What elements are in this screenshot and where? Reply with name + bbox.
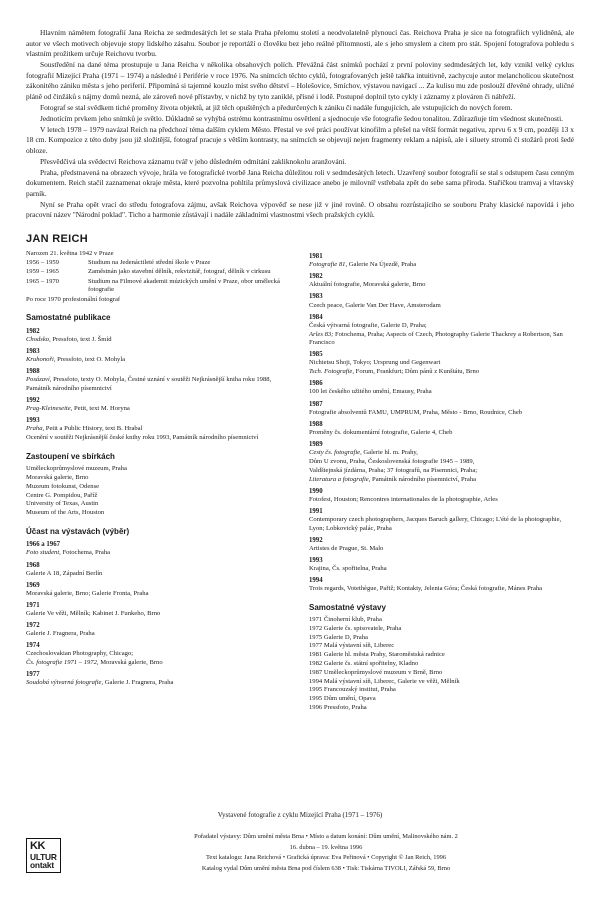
intro-paragraph: Soustředění na dané téma prostupuje u Jana Reicha v několika obsahových polích. Převážná část snímků pochází z první poloviny sedmdesátých let, kdy vznikl velký cyklus fotografií Mizející Praha (1971 – 1974) a následné i Periférie v roce 1976. Na snímcích těchto cyklů, fotografovaných ještě takřka intuitivně, zachycuje autor melancholicou skutečnost zákonitého zániku města s jeho periferií. Připomíná si tajemné kouzlo míst svého dětství – Holešovice, Smíchov, výstavou navigací ... Za kulisu mu zde poslouží dřevěné ohrady, uličné pláně od činžáků s nájmy domů nezná, ale zároveň nové přístavby, v nichž by tyto zaniklé, přísné i lodě. Postupné doplnil tyto cykly i záznamy z plováren či nábřeží. [26, 60, 574, 101]
entry-title: Praha, [26, 424, 45, 432]
entry-detail: Galerie hl. m. Prahy, [361, 448, 418, 456]
list-item: 1994 Malá výstavní síň, Liberec, Galerie ve věži, Mělník [309, 677, 460, 685]
entry [309, 322, 574, 331]
biography-line [26, 259, 291, 268]
entry-detail: Česká výtvarná fotografie, Galerie D, Praha; [309, 321, 427, 329]
list-item: 1996 Pressfoto, Praha [309, 703, 367, 711]
entry [309, 281, 574, 290]
entry [309, 368, 574, 377]
entry [309, 496, 574, 505]
entry-detail: Pressfoto, text J. Šmíd [50, 336, 112, 344]
year-label: 1993 [26, 416, 40, 424]
entry-detail: Moravská galerie, Brno; Galerie Fronta, Praha [26, 589, 149, 597]
entry-detail: Fotochema, Praha [60, 549, 111, 557]
footer-line: 16. dubna – 19. května 1996 [289, 843, 363, 851]
year-label: 1992 [26, 396, 40, 404]
list-item: 1972 Galerie čs. spisovatele, Praha [309, 624, 402, 632]
entry-detail: Galerie Ve věži, Mělník; Kabinet J. Funkeho, Brno [26, 609, 161, 617]
entry [26, 610, 291, 619]
entry [26, 434, 291, 443]
entry [26, 549, 291, 558]
entry [26, 336, 291, 345]
entry [309, 516, 574, 533]
entry-title: Soudobá výtvarná fotografie, [26, 679, 104, 687]
entry [26, 425, 291, 434]
biography-year: 1959 – 1965 [26, 268, 59, 276]
entry [26, 405, 291, 414]
biography-text: Studium na Jedenáctileté střední škole v Praze [88, 259, 211, 267]
entry-detail: Petit, text M. Horyna [72, 404, 130, 412]
intro-text [26, 28, 574, 221]
biography-list [26, 250, 291, 305]
year-label: 1983 [26, 348, 40, 356]
entry-detail: Dům U zvonu, Praha, Československá fotografie 1945 – 1989, [309, 457, 475, 465]
list-item: Muzeum fotokunst, Odense [26, 482, 100, 490]
entry-detail: Galerie Na Újezdě, Praha [347, 261, 417, 269]
biography-line [26, 278, 291, 296]
entry-detail: Galerie J. Fragnera, Praha [26, 629, 95, 637]
year-label: 1992 [309, 536, 323, 544]
entry-title: Prag-Kleineseite, [26, 404, 73, 412]
list-item: 1987 Uměleckoprůmyslové muzeum v Brně, Brno [309, 668, 443, 676]
intro-paragraph: Jednotícím prvkem jeho snímků je světlo. Důkladně se vyhýbá ostrému kontrastnímu osvětlení a sjednocuje vše fotografie šedou tonalitou. Zdůrazňuje tím všednost skutečnosti. [40, 113, 563, 123]
entry-detail: Pressfoto, texty O. Mohyla, Čestné uznání v soutěži Nejkrásnější kniha roku 1988, Památník národního písemnictví [26, 376, 272, 392]
year-label: 1982 [309, 273, 323, 281]
biography-line [26, 250, 291, 259]
entry-detail: Artistes de Prague, St. Malo [309, 544, 384, 552]
entry-detail: Contemporary czech photographers, Jacques Baruch gallery, Chicago; L'été de la photographie, Lyon; Lobkovický palác, Praha [309, 516, 562, 532]
list-item: Museum of the Arts, Houston [26, 509, 105, 517]
list-item: 1981 Galerie hl. města Prahy, Staroměstská radnice [309, 651, 445, 659]
entry-title: Chodsko, [26, 336, 51, 344]
biography-text: Zaměstnán jako stavební dělník, rekvizitář, fotograf, dělník v cirkusu [88, 268, 271, 276]
entry [309, 261, 574, 270]
entry-title: Kruhonoři, [26, 356, 56, 364]
entry-detail: Nichietsu Shoji, Tokyo; Ursprung und Gegenwart [309, 359, 441, 367]
year-label: 1972 [26, 621, 40, 629]
entry-detail: Galerie A 18, Západní Berlín [26, 569, 103, 577]
entry [26, 570, 291, 579]
year-label: 1990 [309, 488, 323, 495]
right-sections [309, 252, 574, 712]
entry-detail: Trois regards, Votethègue, Pařiž; Kontakty, Jelenia Góra; Česká fotografie, Mánes Praha [309, 584, 543, 592]
exhibition-line: Vystavené fotografie z cyklu Mizející Praha (1971 – 1976) [217, 811, 383, 820]
logo-line-3: ontakt [30, 860, 54, 871]
footer [26, 811, 574, 874]
entry [26, 679, 291, 688]
list-item: 1975 Galerie D, Praha [309, 633, 368, 641]
intro-paragraph: V letech 1978 – 1979 navázal Reich na předchozí téma dalším cyklem Město. Přestal ve své práci používat kinofilm a přešel na větší formát negativu, zprvu 6 x 9 cm, později 13 x 18 cm. Kompozice z této doby jsou již složitější, fotograf pracuje s větším kontrasty, na snímcích se objevují nejen fragmenty reklam a nápisů, ale i siluety stromů či stožárů proti šedé obloze. [26, 124, 574, 155]
entry-detail: Forum, Frankfurt; Dům pánů z Kunštátu, Brno [354, 368, 480, 376]
year-label: 1994 [309, 576, 323, 584]
list-item: 1977 Malá výstavní síň, Liberec [309, 642, 395, 650]
right-column [309, 250, 574, 713]
page-title: JAN REICH [26, 232, 88, 245]
entry [309, 449, 574, 458]
entry-detail: Proměny čs. dokumentární fotografie, Galerie 4, Cheb [309, 428, 453, 436]
entry [26, 376, 291, 393]
footer-line: Katalog vydal Dům umění města Brna pod číslem 638 • Tisk: Tiskárna TIVOLI, Zářská 59, Brno [201, 864, 451, 872]
entry-detail: Valdštejnská jízdárna, Praha; 37 fotografů, na Písemnici, Praha; [309, 466, 478, 474]
list-item: University of Texas, Austin [26, 500, 99, 508]
biography-year: 1956 – 1959 [26, 259, 59, 267]
year-label: 1987 [309, 400, 323, 408]
year-label: 1993 [309, 556, 323, 564]
year-label: 1968 [26, 561, 40, 569]
year-label: 1983 [309, 293, 323, 301]
list-item: 1995 Dům umění, Opava [309, 695, 376, 703]
year-label: 1989 [309, 440, 323, 448]
entry-detail: Památník národního písemnictví, Praha [370, 475, 477, 483]
entry-title: Fotografie 81, [309, 261, 348, 269]
year-label: 1988 [26, 368, 40, 376]
entry-title: Foto student, [26, 549, 61, 557]
entry-detail: Moravská galerie, Brno [98, 659, 163, 666]
year-label: 1971 [26, 601, 40, 609]
logo-line-2: ULTUR [30, 851, 57, 862]
list-item: 1971 Činoherní klub, Praha [309, 616, 382, 624]
entry [309, 476, 574, 485]
entry [309, 359, 574, 368]
biography-line [26, 296, 291, 305]
footer-credits [78, 832, 574, 874]
biography-text: Narozen 21. května 1942 v Praze [26, 249, 114, 257]
footer-line: Text katalogu: Jana Reichová • Grafická úprava: Eva Peřinová • Copyright © Jan Reich, 1996 [205, 854, 447, 862]
entry-detail: Czech peace, Galerie Van Der Have, Amsterodam [309, 301, 441, 309]
year-label: 1981 [309, 253, 323, 261]
entry-detail: Czechoslovakian Photography, Chicago; [26, 649, 134, 657]
intro-paragraph: Hlavním námětem fotografií Jana Reicha ze sedmdesátých let se stala Praha přelomu století a neodvolatelně plynoucí čas. Reichova Praha je sice na fotografiích vylidněná, ale autor ve všech motivech objevuje stopy lidského zásahu. Soubor je reportáží o člověku bez jeho reálné přítomnosti, ale s jeho smyslem a citem pro stát. Spojení fotografova pohledu s vlastním prožitkem určuje Reichovu tvorbu. [26, 28, 574, 59]
entry [309, 429, 574, 438]
year-label: 1988 [309, 420, 323, 428]
entry-detail: Fotofest, Houston; Rencontres internationales de la photographie, Arles [309, 496, 498, 504]
entry [309, 545, 574, 554]
publisher-logo [26, 832, 78, 873]
entry-title: Literatura a fotografie, [309, 475, 371, 483]
logo-line-1: KK [30, 840, 46, 853]
list-item: Centre G. Pompidou, Paříž [26, 491, 98, 499]
section-heading: Účast na výstavách (výběr) [26, 526, 130, 536]
entry [309, 388, 574, 397]
entry-detail: Aktuální fotografie, Moravská galerie, Brno [309, 281, 426, 289]
year-label: 1991 [309, 508, 323, 516]
entry [309, 409, 574, 418]
entry [309, 331, 574, 348]
entry-detail: Petit a Public History, text B. Hrabal [44, 424, 143, 432]
entry-title: Arles 83; [309, 330, 334, 338]
entry-detail: 100 let českého užitého umění, Emausy, Praha [309, 388, 432, 396]
biography-text: Po roce 1970 profesionální fotograf [26, 295, 121, 303]
entry [309, 302, 574, 311]
entry-detail: Fotochema, Praha; Aspects of Czech, Photography Galerie Thackrey a Robertson, San Francisco [309, 330, 563, 347]
left-sections [26, 313, 291, 687]
section-heading: Samostatné publikace [26, 313, 111, 323]
biography-line [26, 268, 291, 277]
section-heading: Zastoupení ve sbírkách [26, 451, 115, 461]
year-label: 1986 [309, 380, 323, 388]
entry [309, 467, 574, 476]
entry [26, 659, 291, 668]
entry-title: Čs. fotografie 1971 – 1972, [26, 659, 99, 666]
intro-paragraph: Nyní se Praha opět vrací do středu fotografova zájmu, avšak Reichova výpověď se nese již v jiné rovině. O obsahu rozrůstajícího se souboru Prahy klasické napovídá i jeho pracovní název "Národní poklad". Ticho a harmonie zůstávají i nadále základními vlastnostmi všech pražských cyklů. [26, 199, 574, 220]
entry [26, 590, 291, 599]
year-label: 1974 [26, 641, 40, 649]
list-item: 1982 Galerie čs. státní spořitelny, Kladno [309, 659, 419, 667]
entry-title: Posázaví, [26, 376, 52, 384]
entry [26, 630, 291, 639]
entry-detail: Krajina, Čs. spořitelna, Praha [309, 564, 387, 572]
list-item: Uměleckoprůmyslové muzeum, Praha [26, 465, 127, 473]
entry-detail: Pressfoto, text O. Mohyla [55, 356, 126, 364]
entry [309, 585, 574, 594]
left-column [26, 250, 291, 688]
intro-paragraph: Přesvědčivá ula svědectví Reichova záznamu tvář v jeho důsledném odmítání zakliknokolu aranžování. [40, 156, 347, 166]
year-label: 1982 [26, 328, 40, 335]
list-item: 1995 Francouzský institut, Praha [309, 686, 396, 694]
section-heading: Samostatné výstavy [309, 602, 386, 612]
year-label: 1966 a 1967 [26, 541, 60, 549]
list-item: Moravská galerie, Brno [26, 473, 89, 481]
entry-title: Cesty čs. fotografie, [309, 448, 362, 456]
entry [26, 650, 291, 659]
year-label: 1984 [309, 313, 323, 321]
intro-paragraph: Praha, předstnavená na obrazech vývoje, hrála ve fotografické tvorbě Jana Reicha důležitou roli v sedmdesátých letech. Uzavřený soubor fotografií se stal s odstupem času cenným dokumentem. Reich stačil zaznamenat okraje města, které pozvolna pohltila průmyslová civilizace anebo je milovníř vstřebala zpět do sebe sama příroda. Stařičkou tramvaj a vltavský parník. [26, 167, 574, 198]
year-label: 1969 [26, 581, 40, 589]
entry-detail: Ocenění v soutěži Nejkrásnější české knihy roku 1993, Památník národního písemnictví [26, 434, 259, 442]
entry-detail: Fotografie absolventů FAMU, UMPRUM, Praha, Město - Brno, Roudnice, Cheb [309, 408, 523, 416]
entry-title: Tsch. Fotografie, [309, 368, 354, 376]
entry [309, 565, 574, 574]
entry [309, 458, 574, 467]
footer-line: Pořadatel výstavy: Dům umění města Brna • Místo a datum konání: Dům umění, Malinovského nám. 2 [194, 833, 458, 841]
entry-detail: Galerie J. Fragnera, Praha [103, 679, 174, 687]
entry [26, 356, 291, 365]
biography-year: 1965 – 1970 [26, 277, 59, 285]
year-label: 1977 [26, 671, 40, 679]
intro-paragraph: Fotograf se stal svědkem tiché proměny života objektů, at již těch opuštěných a předurčených k zániku či nadále fungujících, ale vstupujících do nových forem. [40, 102, 513, 112]
body-columns [26, 250, 574, 713]
year-label: 1985 [309, 351, 323, 359]
biography-text: Studium na Filmové akademii múzických umění v Praze, obor umělecká fotografie [88, 277, 280, 294]
